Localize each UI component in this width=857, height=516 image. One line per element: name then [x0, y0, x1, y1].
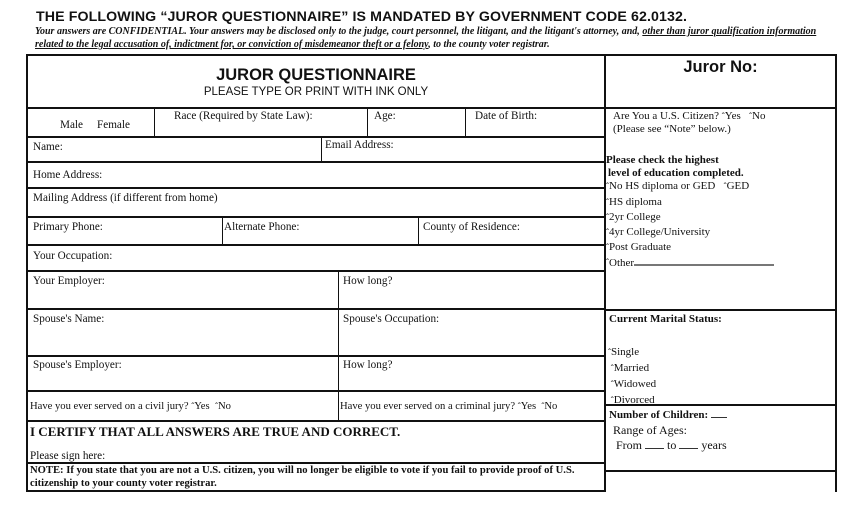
rule	[26, 136, 606, 138]
juror-no-field[interactable]: Juror No:	[683, 58, 758, 76]
checkbox-icon[interactable]: ˆ	[606, 227, 609, 238]
checkbox-icon[interactable]: ˆ	[608, 347, 611, 357]
age-to-blank[interactable]	[679, 439, 698, 449]
border-bottom-left	[26, 490, 606, 492]
range-of-ages-label: Range of Ages:	[613, 423, 687, 437]
border-top	[26, 54, 837, 56]
age-field[interactable]: Age:	[374, 110, 396, 122]
from-label: From	[616, 438, 643, 452]
edu-option-2yr[interactable]: 2yr College	[609, 210, 661, 223]
mailing-address-field[interactable]: Mailing Address (if different from home)	[33, 192, 218, 204]
rule	[26, 161, 606, 163]
criminal-no-option[interactable]: No	[544, 401, 558, 412]
rule	[26, 244, 606, 246]
confidentiality-text-end: , to the county voter registrar.	[428, 39, 550, 50]
dob-field[interactable]: Date of Birth:	[475, 110, 538, 122]
edu-option-other[interactable]: Other	[609, 257, 635, 270]
checkbox-icon[interactable]: ˆ	[606, 181, 609, 192]
checkbox-icon[interactable]: ˆ	[606, 196, 609, 207]
citizen-question	[613, 110, 766, 136]
marital-divorced[interactable]: Divorced	[613, 394, 655, 406]
rule	[26, 107, 606, 109]
divider	[321, 136, 322, 162]
divider	[465, 107, 466, 137]
column-divider	[604, 54, 606, 492]
edu-option-4yr[interactable]: 4yr College/University	[609, 226, 711, 239]
sex-female-option[interactable]: Female	[97, 119, 130, 131]
rule	[604, 309, 837, 311]
confidentiality-underlined-text: other than juror qualification information related to the legal accusation of, indictment for, or conviction of misdemeanor theft or a felony	[35, 26, 817, 50]
checkbox-icon[interactable]: ˆ	[191, 401, 195, 411]
rule	[26, 308, 606, 310]
citizenship-note-text: NOTE: If you state that you are not a U.S. citizen, you will no longer be eligible to vote if you fail to provide proof of U.S. citizenship to your county voter registrar.	[30, 465, 575, 489]
years-label: years	[701, 438, 727, 452]
certify-statement: I CERTIFY THAT ALL ANSWERS ARE TRUE AND CORRECT.	[30, 424, 401, 439]
signature-field[interactable]: Please sign here:	[30, 450, 106, 462]
sex-male-option[interactable]: Male	[60, 119, 83, 131]
marital-heading: Current Marital Status:	[609, 313, 722, 325]
rule	[26, 355, 606, 357]
checkbox-icon[interactable]: ˆ	[721, 111, 725, 121]
citizen-note: (Please see “Note” below.)	[613, 123, 731, 135]
checkbox-icon[interactable]: ˆ	[517, 401, 521, 411]
civil-yes-option[interactable]: Yes	[194, 401, 210, 412]
children-label: Number of Children:	[609, 409, 709, 421]
confidentiality-notice	[35, 25, 835, 51]
name-field[interactable]: Name:	[33, 141, 63, 153]
education-heading-2: level of education completed.	[608, 167, 744, 180]
rule	[26, 270, 606, 272]
spouse-employer-field[interactable]: Spouse's Employer:	[33, 359, 122, 371]
civil-jury-label: Have you ever served on a civil jury?	[30, 401, 189, 412]
children-count-blank[interactable]	[711, 408, 727, 418]
alternate-phone-field[interactable]: Alternate Phone:	[224, 221, 300, 233]
divider	[418, 216, 419, 245]
to-label: to	[667, 438, 677, 452]
divider	[154, 107, 155, 137]
checkbox-icon[interactable]: ˆ	[214, 401, 218, 411]
county-field[interactable]: County of Residence:	[423, 221, 520, 233]
checkbox-icon[interactable]: ˆ	[541, 401, 545, 411]
employer-how-long-field[interactable]: How long?	[343, 275, 393, 287]
form-subtitle: PLEASE TYPE OR PRINT WITH INK ONLY	[203, 86, 429, 98]
checkbox-icon[interactable]: ˆ	[606, 257, 609, 268]
rule	[26, 420, 606, 422]
edu-option-hs-diploma[interactable]: HS diploma	[609, 195, 662, 208]
checkbox-icon[interactable]: ˆ	[610, 363, 614, 373]
divider	[338, 270, 339, 421]
criminal-jury-label: Have you ever served on a criminal jury?	[340, 401, 516, 412]
home-address-field[interactable]: Home Address:	[33, 169, 103, 181]
border-left	[26, 54, 28, 492]
education-section	[606, 153, 774, 272]
border-bottom-right	[604, 470, 837, 472]
marital-options	[608, 344, 656, 408]
employer-field[interactable]: Your Employer:	[33, 275, 105, 287]
form-title: JUROR QUESTIONNAIRE	[216, 66, 416, 84]
edu-option-post-grad[interactable]: Post Graduate	[609, 241, 672, 254]
checkbox-icon[interactable]: ˆ	[749, 111, 753, 121]
rule	[26, 187, 606, 189]
marital-married[interactable]: Married	[613, 362, 650, 374]
spouse-name-field[interactable]: Spouse's Name:	[33, 313, 105, 325]
criminal-yes-option[interactable]: Yes	[520, 401, 537, 412]
civil-no-option[interactable]: No	[217, 401, 231, 412]
education-heading: Please check the highest	[606, 154, 719, 166]
rule	[26, 390, 606, 392]
children-section	[609, 408, 727, 453]
citizen-no-option[interactable]: No	[752, 110, 766, 122]
divider	[367, 107, 368, 137]
citizen-question-label: Are You a U.S. Citizen?	[613, 110, 720, 122]
marital-single[interactable]: Single	[611, 346, 640, 358]
edu-option-no-hs[interactable]: No HS diploma or GED	[609, 180, 716, 193]
mandate-heading: THE FOLLOWING “JUROR QUESTIONNAIRE” IS MANDATED BY GOVERNMENT CODE 62.0132.	[36, 9, 687, 25]
rule	[604, 107, 837, 109]
race-field[interactable]: Race (Required by State Law):	[174, 110, 313, 122]
rule	[26, 216, 606, 218]
edu-option-ged[interactable]: GED	[726, 180, 750, 193]
checkbox-icon[interactable]: ˆ	[606, 211, 609, 222]
checkbox-icon[interactable]: ˆ	[610, 395, 614, 405]
confidentiality-text: Your answers are CONFIDENTIAL. Your answers may be disclosed only to the judge, court personnel, the litigant, and the litigant's attorney, and,	[35, 26, 643, 37]
criminal-jury-question	[340, 401, 557, 412]
primary-phone-field[interactable]: Primary Phone:	[33, 221, 103, 233]
border-right	[835, 54, 837, 492]
checkbox-icon[interactable]: ˆ	[723, 181, 727, 192]
email-field[interactable]: Email Address:	[325, 139, 394, 151]
citizen-yes-option[interactable]: Yes	[724, 110, 741, 122]
civil-jury-question	[30, 401, 231, 412]
other-blank[interactable]	[634, 255, 774, 266]
age-from-blank[interactable]	[645, 439, 664, 449]
checkbox-icon[interactable]: ˆ	[610, 379, 614, 389]
spouse-occupation-field[interactable]: Spouse's Occupation:	[343, 313, 440, 325]
occupation-field[interactable]: Your Occupation:	[33, 250, 113, 262]
checkbox-icon[interactable]: ˆ	[606, 242, 609, 253]
spouse-how-long-field[interactable]: How long?	[343, 359, 393, 371]
marital-widowed[interactable]: Widowed	[613, 378, 657, 390]
divider	[222, 216, 223, 245]
citizenship-note	[30, 464, 604, 490]
